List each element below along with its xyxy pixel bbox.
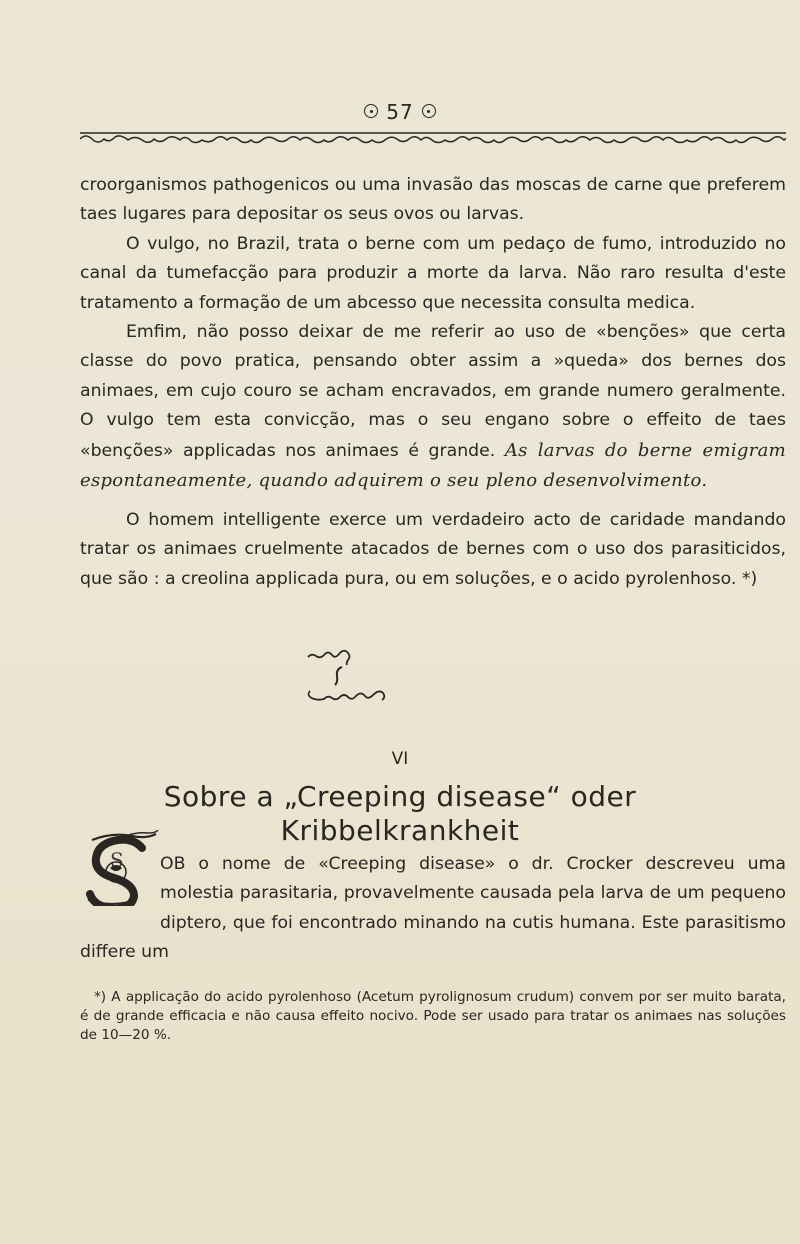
paragraph: O vulgo, no Brazil, trata o berne com um pedaço de fumo, introduzido no canal da tumefacção para produzir a morte da larva. Não raro resulta d'este tratamento a formação de um abcesso que necessita consulta medica. xyxy=(80,233,786,313)
decorative-wavy-rule xyxy=(80,130,786,144)
footnote-text: *) A applicação do acido pyrolenhoso (Acetum pyrolignosum crudum) convem por ser muito barata, é de grande efficacia e não causa effeito nocivo. Pode ser usado para tratar os animaes nas soluções de 10—20 %. xyxy=(80,989,786,1043)
dropcap-letter: S xyxy=(110,848,124,872)
footnote xyxy=(80,988,786,1045)
paragraph: O homem intelligente exerce um verdadeiro acto de caridade mandando tratar os animaes cruelmente atacados de bernes com o uso dos parasiticidos, que são : a creolina applicada pura, ou em soluções, e o acido pyrolenhoso. *) xyxy=(80,510,786,589)
page-header xyxy=(0,100,800,124)
flourish-ornament-icon xyxy=(306,645,426,705)
circle-ornament-icon xyxy=(364,104,378,118)
page-number: 57 xyxy=(386,100,414,124)
paragraph: OB o nome de «Creeping disease» o dr. Crocker descreveu uma molestia parasitaria, provavelmente causada pela larva de um pequeno diptero, que foi encontrado minando na cutis humana. Este parasitismo differe um xyxy=(80,854,786,963)
paragraph xyxy=(80,318,786,496)
chapter-title-line: Kribbelkrankheit xyxy=(280,814,520,847)
circle-ornament-icon xyxy=(422,104,436,118)
paragraph-text: Emfim, não posso deixar de me referir ao uso de «benções» que certa classe do povo pratica, pensando obter assim a »queda» dos bernes dos animaes, em cujo couro se acham encravados, em grande numero geralmente. O vulgo tem esta convicção, mas o seu engano sobre o effeito de taes «benções» applicadas nos animaes é grande. xyxy=(80,322,786,461)
body-text-block xyxy=(80,171,786,496)
chapter-number: VI xyxy=(391,749,409,769)
body-text-block xyxy=(80,506,786,594)
paragraph: croorganismos pathogenicos ou uma invasão das moscas de carne que preferem taes lugares para depositar os seus ovos ou larvas. xyxy=(80,175,786,225)
chapter-body-text xyxy=(80,850,786,968)
chapter-title-line: Sobre a „Creeping disease“ oder xyxy=(163,780,637,813)
italic-emphasis: As larvas do berne emigram espontaneamente, quando adquirem o seu pleno desenvolvimento. xyxy=(80,439,786,492)
